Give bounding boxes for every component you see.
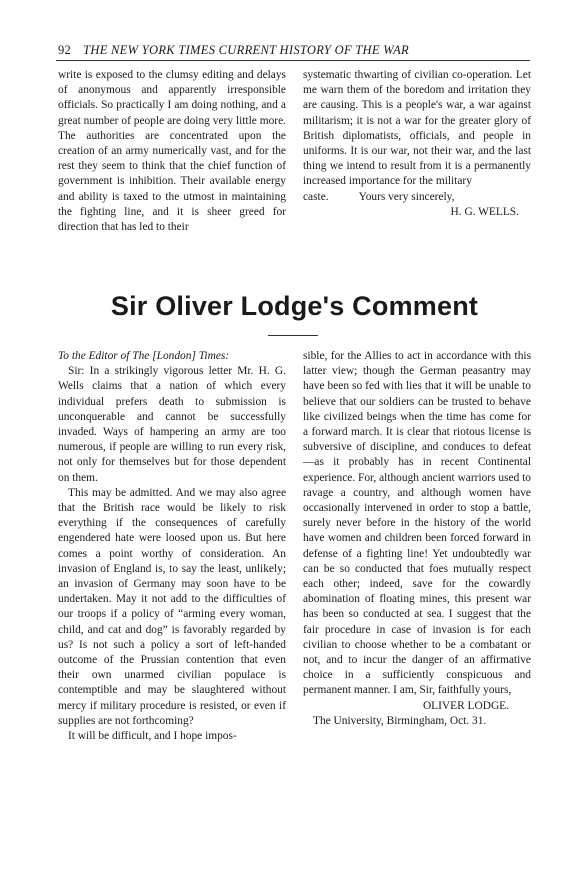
salutation: To the Editor of The [London] Times:	[58, 350, 230, 362]
paragraph: This may be admitted. And we may also agree that the British race would be likely to risk everything if the consequences of carefully engendered hate were loosed upon us. But here comes a point worthy of consideration. An invasion of England is, to say the least, unlikely; an invasion of Germany may soon have to be undertaken. May it not add to the difficulties of our troops if a policy of “arming every woman, child, and cat and dog” is favorably regarded by us? Is not such a policy a sort of left-handed outcome of the Prussian contention that even their own unarmed civilian populace is contemptible and may be slaughtered without mercy if military procedure is resisted, or even if supplies are not forthcoming?	[58, 486, 286, 727]
place-date: The University, Birmingham, Oct. 31.	[313, 714, 487, 727]
running-title: THE NEW YORK TIMES CURRENT HISTORY OF THE WAR	[83, 43, 409, 57]
header-rule	[56, 60, 530, 61]
closing-word: caste.	[303, 190, 329, 203]
wells-letter-continuation-right	[303, 68, 531, 220]
wells-signature: H. G. WELLS.	[450, 205, 519, 218]
lodge-letter-left-column	[58, 349, 286, 744]
closing-line	[303, 190, 531, 205]
lodge-signature: OLIVER LODGE.	[422, 699, 509, 712]
closing-salutation: Yours very sincerely,	[358, 190, 455, 203]
paragraph: write is exposed to the clumsy editing and delays of anonymous and apparently irresponsible officials. So practically I am doing nothing, and a great number of people are doing very little more. The authorities are concentrated upon the creation of an army numerically vast, and for the rest they seem to think that the chief function of government is inhibition. Their available energy and ability is taxed to the utmost in maintaining the fighting line, and it is sheer greed for direction that has led to their	[58, 69, 286, 234]
wells-letter-continuation-left	[58, 68, 286, 235]
paragraph: sible, for the Allies to act in accordance with this latter view; though the German peasantry may have been so fed with lies that it will be unable to believe that our soldiers can be trusted to behave like civilized beings when the time has come for a forward march. It is clear that riotous license is subversive of discipline, and conduces to defeat—as it probably has in recent Continental experience. For, although ancient warriors used to ravage a country, and although women have occasionally intervened in order to stop a battle, surely never before in the history of the world have women and children been forced forward in defense of a fighting line! Yet undoubtedly war can be so conducted that foes mutually respect each other; indeed, save for the cowardly abomination of floating mines, this present war has been so conducted at sea. I suggest that the fair procedure in case of invasion is for each civilian to choose whether to be a combatant or not, and to incur the danger of an affirmative choice in a sufficiently conspicuous and permanent manner. I am, Sir, faithfully yours,	[303, 350, 531, 697]
article-title: Sir Oliver Lodge's Comment	[110, 291, 479, 321]
paragraph: It will be difficult, and I hope impos-	[68, 730, 237, 743]
paragraph: Sir: In a strikingly vigorous letter Mr. H. G. Wells claims that a nation of which every individual prefers death to submission is unconquerable and cannot be successfully invaded. Ways of hampering an army are too numerous, if people are willing to run every risk, not only for themselves but for those dependent on them.	[58, 365, 286, 484]
running-header	[58, 43, 528, 58]
title-rule	[268, 335, 318, 336]
paragraph: systematic thwarting of civilian co-operation. Let me warn them of the boredom and irritation they are causing. This is a people's war, a war against militarism; it is not a war for the greater glory of British diplomatists, officials, and people in uniforms. It is our war, not their war, and the last thing we intend to result from it is a permanently increased importance for the military	[303, 69, 531, 188]
lodge-letter-right-column	[303, 349, 531, 729]
page-number: 92	[58, 43, 72, 57]
